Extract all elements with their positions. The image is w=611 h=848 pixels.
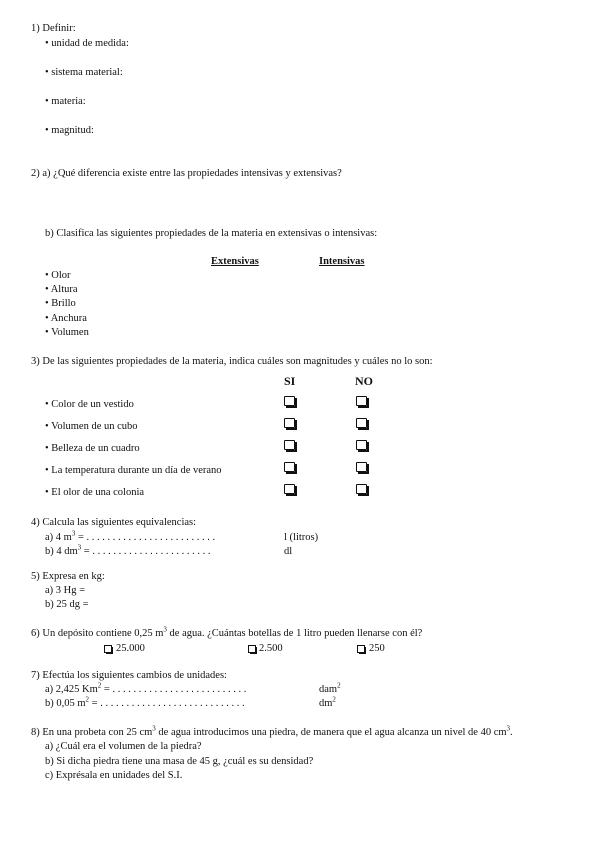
- checkbox-si[interactable]: [284, 440, 295, 450]
- q2-item: • Brillo: [45, 298, 76, 309]
- q8-title: 8) En una probeta con 25 $cm^3$ de agua introducimos una piedra, de manera que el agua alcanza un nivel de 40 $cm^3$.: [31, 724, 513, 738]
- q6-option: 2.500: [259, 643, 283, 654]
- q7-a-unit: dam$^2$: [319, 681, 341, 695]
- q4-title: 4) Calcula las siguientes equivalencias:: [31, 517, 197, 528]
- q7-a: a) 2,425 $Km^2$ = . . . . . . . . . . . . . . . . . . . . . . . . . .: [45, 681, 247, 695]
- q4-a-unit: l (litros): [284, 532, 319, 543]
- q5-b: b) 25 dg =: [45, 599, 89, 610]
- option-checkbox[interactable]: [248, 645, 256, 653]
- col-si: SI: [284, 374, 296, 388]
- q2-item: • Olor: [45, 270, 71, 281]
- checkbox-no[interactable]: [356, 418, 367, 428]
- checkbox-si[interactable]: [284, 462, 295, 472]
- q1-item: • sistema material:: [45, 67, 123, 78]
- q6-option: 25.000: [116, 643, 145, 654]
- q1-item: • unidad de medida:: [45, 38, 129, 49]
- col-intensivas: Intensivas: [319, 256, 365, 267]
- checkbox-si[interactable]: [284, 396, 295, 406]
- q3-item: • Belleza de un cuadro: [45, 443, 140, 454]
- checkbox-si[interactable]: [284, 418, 295, 428]
- q5-title: 5) Expresa en kg:: [31, 571, 105, 582]
- q1-title: 1) Definir:: [31, 23, 76, 34]
- q4-b-unit: dl: [284, 546, 293, 557]
- q8-a: a) ¿Cuál era el volumen de la piedra?: [45, 741, 202, 752]
- q2-item: • Volumen: [45, 327, 89, 338]
- checkbox-no[interactable]: [356, 484, 367, 494]
- q2-b: b) Clasifica las siguientes propiedades de la materia en extensivas o intensivas:: [45, 228, 378, 239]
- q3-item: • El olor de una colonia: [45, 487, 145, 498]
- checkbox-no[interactable]: [356, 396, 367, 406]
- q4-a: a) 4 $m^3$ = . . . . . . . . . . . . . . . . . . . . . . . . .: [45, 529, 216, 543]
- q3-item: • La temperatura durante un día de verano: [45, 465, 222, 476]
- q2-item: • Anchura: [45, 313, 87, 324]
- q4-b: b) 4 $dm^3$ = . . . . . . . . . . . . . . . . . . . . . . .: [45, 543, 211, 557]
- q7-b: b) 0,05 $m^2$ = . . . . . . . . . . . . . . . . . . . . . . . . . . . .: [45, 695, 245, 709]
- q2-item: • Altura: [45, 284, 78, 295]
- q2-a: 2) a) ¿Qué diferencia existe entre las propiedades intensivas y extensivas?: [31, 168, 342, 179]
- q6-title: 6) Un depósito contiene 0,25 $m^3$ de agua. ¿Cuántas botellas de 1 litro pueden llenarse con él?: [31, 625, 423, 639]
- q1-item: • magnitud:: [45, 125, 94, 136]
- q3-title: 3) De las siguientes propiedades de la materia, indica cuáles son magnitudes y cuáles no lo son:: [31, 356, 433, 367]
- q3-item: • Color de un vestido: [45, 399, 134, 410]
- q8-b: b) Si dicha piedra tiene una masa de 45 g, ¿cuál es su densidad?: [45, 756, 314, 767]
- col-extensivas: Extensivas: [211, 256, 259, 267]
- option-checkbox[interactable]: [357, 645, 365, 653]
- q7-title: 7) Efectúa los siguientes cambios de unidades:: [31, 670, 227, 681]
- checkbox-no[interactable]: [356, 462, 367, 472]
- checkbox-no[interactable]: [356, 440, 367, 450]
- q6-option: 250: [369, 643, 385, 654]
- q8-c: c) Exprésala en unidades del S.I.: [45, 770, 183, 781]
- q3-item: • Volumen de un cubo: [45, 421, 138, 432]
- q5-a: a) 3 Hg =: [45, 585, 86, 596]
- checkbox-si[interactable]: [284, 484, 295, 494]
- option-checkbox[interactable]: [104, 645, 112, 653]
- q7-b-unit: $dm^2$: [319, 695, 336, 709]
- q1-item: • materia:: [45, 96, 86, 107]
- col-no: NO: [355, 374, 373, 388]
